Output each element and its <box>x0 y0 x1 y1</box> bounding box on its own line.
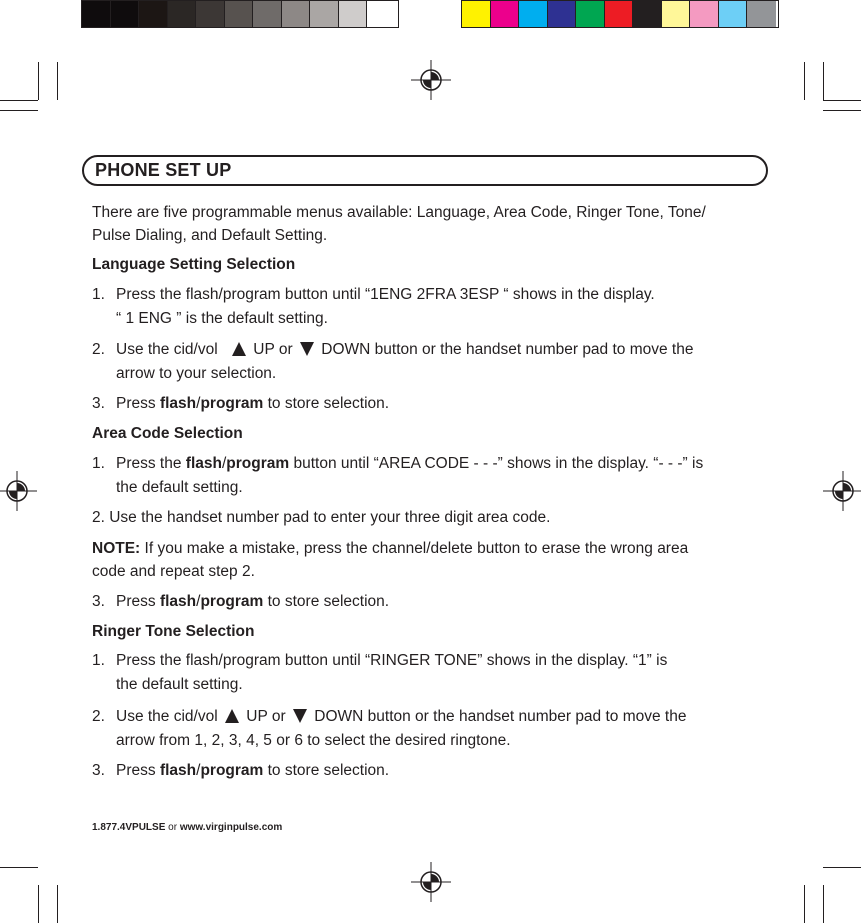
step-text: UP or <box>253 341 293 358</box>
registration-mark-bottom <box>411 862 451 902</box>
list-number: 2. <box>92 341 105 358</box>
step-text: to store selection. <box>267 762 390 779</box>
ringer-step1-line2: the default setting. <box>116 676 243 693</box>
color-swatch <box>282 1 311 27</box>
crop-mark <box>823 110 861 111</box>
crop-mark <box>823 62 824 100</box>
crop-mark <box>0 867 38 868</box>
language-step1-line1: Press the flash/program button until “1ENG 2FRA 3ESP “ shows in the display. <box>116 286 655 303</box>
down-arrow-icon <box>293 709 307 723</box>
color-swatch <box>196 1 225 27</box>
intro-line-1: There are five programmable menus available: Language, Area Code, Ringer Tone, Tone/ <box>92 204 706 221</box>
crop-mark <box>0 110 38 111</box>
color-swatch <box>111 1 140 27</box>
language-heading: Language Setting Selection <box>92 256 296 273</box>
crop-mark <box>57 885 58 923</box>
ringer-heading: Ringer Tone Selection <box>92 623 255 640</box>
step-text: to store selection. <box>267 593 390 610</box>
color-swatch <box>605 1 634 27</box>
color-swatch <box>633 1 662 27</box>
step-text: UP or <box>246 708 286 725</box>
intro-line-2: Pulse Dialing, and Default Setting. <box>92 227 328 244</box>
color-swatch <box>690 1 719 27</box>
area-step3 <box>116 592 389 612</box>
crop-mark <box>823 100 861 101</box>
color-bar <box>461 0 779 28</box>
crop-mark <box>38 885 39 923</box>
step-text: / <box>221 455 227 472</box>
footer <box>92 822 282 833</box>
step-text: Press <box>116 395 156 412</box>
ringer-step2-line2: arrow from 1, 2, 3, 4, 5 or 6 to select the desired ringtone. <box>116 732 511 749</box>
step-text: button until “AREA CODE - - -” shows in the display. “- - -” is <box>293 455 704 472</box>
color-swatch <box>519 1 548 27</box>
page-title: PHONE SET UP <box>95 160 232 180</box>
step-text: / <box>196 395 201 412</box>
step-text: / <box>196 762 201 779</box>
crop-mark <box>38 62 39 100</box>
list-number: 1. <box>92 652 105 669</box>
step-text: / <box>196 593 201 610</box>
program-key-label: program <box>226 455 290 472</box>
color-swatch <box>462 1 491 27</box>
crop-mark <box>823 885 824 923</box>
down-arrow-icon <box>300 342 314 356</box>
ringer-step3 <box>116 761 389 781</box>
color-swatch <box>491 1 520 27</box>
section-heading <box>82 155 768 186</box>
registration-mark-left <box>0 471 37 511</box>
crop-mark <box>804 62 805 100</box>
list-number: 3. <box>92 395 105 412</box>
note-label: NOTE: <box>92 540 141 557</box>
language-step3 <box>116 394 389 414</box>
step-text: to store selection. <box>267 395 390 412</box>
area-step2: 2. Use the handset number pad to enter your three digit area code. <box>92 509 551 526</box>
list-number: 1. <box>92 286 105 303</box>
footer-url[interactable]: www.virginpulse.com <box>179 822 283 833</box>
color-swatch <box>225 1 254 27</box>
registration-mark-right <box>823 471 861 511</box>
color-swatch <box>310 1 339 27</box>
step-text: Press <box>116 593 156 610</box>
list-number: 2. <box>92 708 105 725</box>
area-heading: Area Code Selection <box>92 425 243 442</box>
program-key-label: program <box>200 762 264 779</box>
language-step1-line2: “ 1 ENG ” is the default setting. <box>116 310 328 327</box>
program-key-label: program <box>200 395 264 412</box>
color-swatch <box>168 1 197 27</box>
step-text: Press the <box>116 455 182 472</box>
step-text: Use the cid/vol <box>116 708 218 725</box>
footer-or: or <box>168 822 178 833</box>
area-step1-line2: the default setting. <box>116 479 243 496</box>
color-swatch <box>747 1 776 27</box>
ringer-step2-line1 <box>116 707 686 727</box>
list-number: 1. <box>92 455 105 472</box>
crop-mark <box>0 100 38 101</box>
language-step2-line2: arrow to your selection. <box>116 365 277 382</box>
ringer-step1-line1: Press the flash/program button until “RINGER TONE” shows in the display. “1” is <box>116 652 668 669</box>
flash-key-label: flash <box>159 762 197 779</box>
step-text: Press <box>116 762 156 779</box>
area-note-line1 <box>92 539 688 559</box>
crop-mark <box>804 885 805 923</box>
gray-scale-bar <box>81 0 399 28</box>
color-swatch <box>367 1 396 27</box>
area-step1-line1 <box>116 454 703 474</box>
color-swatch <box>662 1 691 27</box>
color-swatch <box>576 1 605 27</box>
color-swatch <box>339 1 368 27</box>
step-text: DOWN button or the handset number pad to move the <box>321 341 694 358</box>
color-swatch <box>548 1 577 27</box>
list-number: 3. <box>92 762 105 779</box>
program-key-label: program <box>200 593 264 610</box>
language-step2-line1 <box>116 340 693 360</box>
crop-mark <box>57 62 58 100</box>
color-swatch <box>82 1 111 27</box>
flash-key-label: flash <box>159 395 197 412</box>
color-swatch <box>719 1 748 27</box>
up-arrow-icon <box>232 342 246 356</box>
color-swatch <box>139 1 168 27</box>
crop-mark <box>823 867 861 868</box>
flash-key-label: flash <box>185 455 222 472</box>
registration-mark-top <box>411 60 451 100</box>
step-text: DOWN button or the handset number pad to move the <box>314 708 687 725</box>
color-swatch <box>253 1 282 27</box>
note-text: If you make a mistake, press the channel/delete button to erase the wrong area <box>144 540 689 557</box>
step-text: Use the cid/vol <box>116 341 218 358</box>
area-note-line2: code and repeat step 2. <box>92 563 255 580</box>
up-arrow-icon <box>225 709 239 723</box>
list-number: 3. <box>92 593 105 610</box>
footer-phone: 1.877.4VPULSE <box>92 822 166 833</box>
flash-key-label: flash <box>159 593 197 610</box>
